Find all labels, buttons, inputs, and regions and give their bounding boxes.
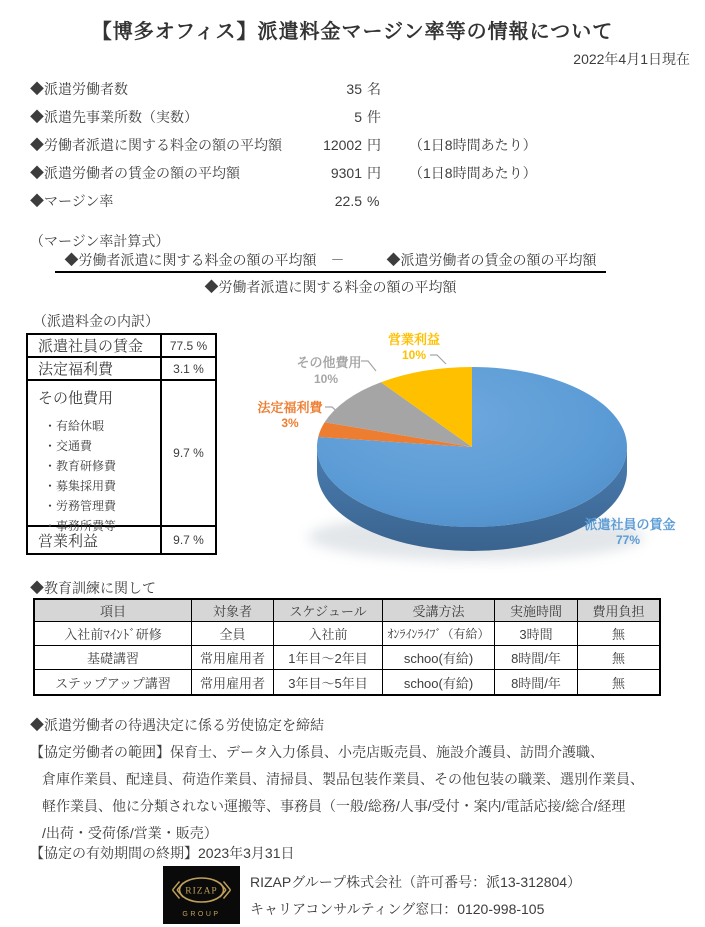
info-label: ◆派遣労働者の賃金の額の平均額 — [30, 165, 240, 181]
page-title: 【博多オフィス】派遣料金マージン率等の情報について — [91, 21, 614, 43]
training-cell: 無 — [578, 622, 659, 646]
agreement-end-date: 【協定の有効期間の終期】2023年3月31日 — [30, 845, 295, 861]
training-header-cell: 費用負担 — [578, 600, 659, 622]
breakdown-row-label: 法定福利費 — [28, 358, 162, 381]
breakdown-row-label: その他費用 — [38, 390, 114, 407]
training-cell: 常用雇用者 — [192, 646, 274, 670]
info-row-workers — [30, 75, 537, 103]
training-header-cell: 対象者 — [192, 600, 274, 622]
agreement-scope-line: 【協定労働者の範囲】保育士、データ入力係員、小売店販売員、施設介護員、訪問介護職、 — [30, 744, 604, 760]
training-cell: 全員 — [192, 622, 274, 646]
training-cell: 基礎講習 — [35, 646, 192, 670]
training-header-cell: 受講方法 — [383, 600, 495, 622]
info-value: 5 — [354, 109, 362, 125]
info-unit: 名 — [367, 81, 381, 97]
agreement-scope-line: /出荷・受荷係/営業・販売） — [42, 825, 218, 841]
training-cell: 常用雇用者 — [192, 670, 274, 694]
info-note: （1日8時間あたり） — [409, 165, 537, 181]
training-header-cell: スケジュール — [274, 600, 383, 622]
info-label: ◆労働者派遣に関する料金の額の平均額 — [30, 137, 282, 153]
training-cell: 入社前ﾏｲﾝﾄﾞ研修 — [35, 622, 192, 646]
breakdown-other-item: ・事務所費等 — [44, 519, 117, 533]
logo-subtext: GROUP — [182, 911, 221, 918]
breakdown-other-item: ・有給休暇 — [44, 419, 105, 433]
company-name-line: RIZAPグループ株式会社（許可番号：派13-312804） — [250, 874, 582, 890]
pie-label-welfare: 法定福利費 — [257, 400, 323, 415]
breakdown-other-item: ・募集採用費 — [44, 479, 117, 493]
breakdown-row-value: 9.7 % — [162, 381, 215, 527]
training-heading: ◆教育訓練に関して — [30, 580, 156, 596]
info-label: ◆マージン率 — [30, 193, 114, 209]
info-row-avg-fee — [30, 131, 537, 159]
info-value: 35 — [346, 81, 362, 97]
training-cell: 8時間/年 — [495, 646, 578, 670]
training-cell: 無 — [578, 646, 659, 670]
info-unit: % — [367, 193, 380, 209]
info-note: （1日8時間あたり） — [409, 137, 537, 153]
breakdown-row-value: 77.5 % — [162, 335, 215, 358]
pie-pct-welfare: 3% — [281, 416, 299, 430]
agreement-scope-line: 倉庫作業員、配達員、荷造作業員、清掃員、製品包装作業員、その他包装の職業、選別作業員、 — [42, 771, 644, 787]
info-unit: 円 — [367, 165, 381, 181]
training-cell: 無 — [611, 675, 625, 691]
info-label: ◆派遣労働者数 — [30, 81, 128, 97]
breakdown-other-item: ・労務管理費 — [44, 499, 117, 513]
training-cell: 3時間 — [495, 622, 578, 646]
info-row-margin-rate — [30, 187, 537, 215]
footer-company-info — [250, 869, 581, 923]
summary-info-list — [30, 75, 537, 215]
info-value: 9301 — [330, 165, 362, 181]
breakdown-row-label: 派遣社員の賃金 — [28, 335, 162, 358]
formula-divider-line — [55, 271, 606, 273]
date-label: 2022年4月1日現在 — [573, 51, 690, 67]
info-row-avg-wage — [30, 159, 537, 187]
breakdown-row-value: 3.1 % — [162, 358, 215, 381]
training-cell: schoo(有給) — [383, 670, 495, 694]
pie-label-wages: 派遣社員の賃金 — [584, 517, 676, 532]
training-cell: schoo(有給) — [383, 646, 495, 670]
breakdown-caption: （派遣料金の内訳） — [33, 313, 159, 329]
leader-line-other — [361, 361, 376, 371]
info-unit: 件 — [367, 109, 381, 125]
training-cell: 8時間/年 — [495, 670, 578, 694]
training-header-cell: 実施時間 — [495, 600, 578, 622]
pie-label-sales-profit: 営業利益 — [387, 332, 441, 347]
training-cell: 入社前 — [274, 622, 383, 646]
pie-label-other-expenses: その他費用 — [296, 355, 362, 370]
breakdown-row-label: 営業利益 — [28, 527, 162, 553]
formula-caption: （マージン率計算式） — [30, 233, 170, 249]
info-value: 22.5 — [334, 193, 362, 209]
agreement-block — [30, 712, 644, 847]
breakdown-other-item: ・交通費 — [44, 439, 93, 453]
training-table — [33, 598, 661, 696]
info-unit: 円 — [367, 137, 381, 153]
breakdown-other-cell — [28, 381, 162, 533]
training-cell: ｵﾝﾗｲﾝﾗｲﾌﾞ（有給） — [383, 622, 495, 646]
breakdown-other-item: ・教育研修費 — [44, 459, 117, 473]
formula-denominator: ◆労働者派遣に関する料金の額の平均額 — [204, 279, 457, 295]
info-row-client-sites — [30, 103, 537, 131]
agreement-scope-line: 軽作業員、他に分類されない運搬等、事務員（一般/総務/人事/受付・案内/電話応接/総合/経理 — [42, 798, 626, 814]
training-cell: 3年目～5年目 — [274, 670, 383, 694]
breakdown-row-value: 9.7 % — [173, 533, 204, 547]
pie-pct-other-expenses: 10% — [313, 372, 339, 386]
info-label: ◆派遣先事業所数（実数） — [30, 109, 198, 125]
training-header-cell: 項目 — [35, 600, 192, 622]
info-value: 12002 — [323, 137, 362, 153]
logo-text: RIZAP — [185, 886, 218, 897]
rizap-group-logo — [163, 866, 240, 924]
agreement-heading: ◆派遣労働者の待遇決定に係る労使協定を締結 — [30, 717, 324, 733]
leader-line-profit — [430, 355, 446, 364]
pie-pct-sales-profit: 10% — [401, 348, 427, 362]
contact-phone-line: キャリアコンサルティング窓口：0120-998-105 — [250, 901, 545, 917]
breakdown-table — [26, 333, 217, 555]
pie-pct-wages: 77% — [615, 533, 641, 547]
formula-numerator: ◆労働者派遣に関する料金の額の平均額 － ◆派遣労働者の賃金の額の平均額 — [64, 252, 597, 268]
training-cell: 1年目～2年目 — [274, 646, 383, 670]
training-cell: ステップアップ講習 — [35, 670, 192, 694]
